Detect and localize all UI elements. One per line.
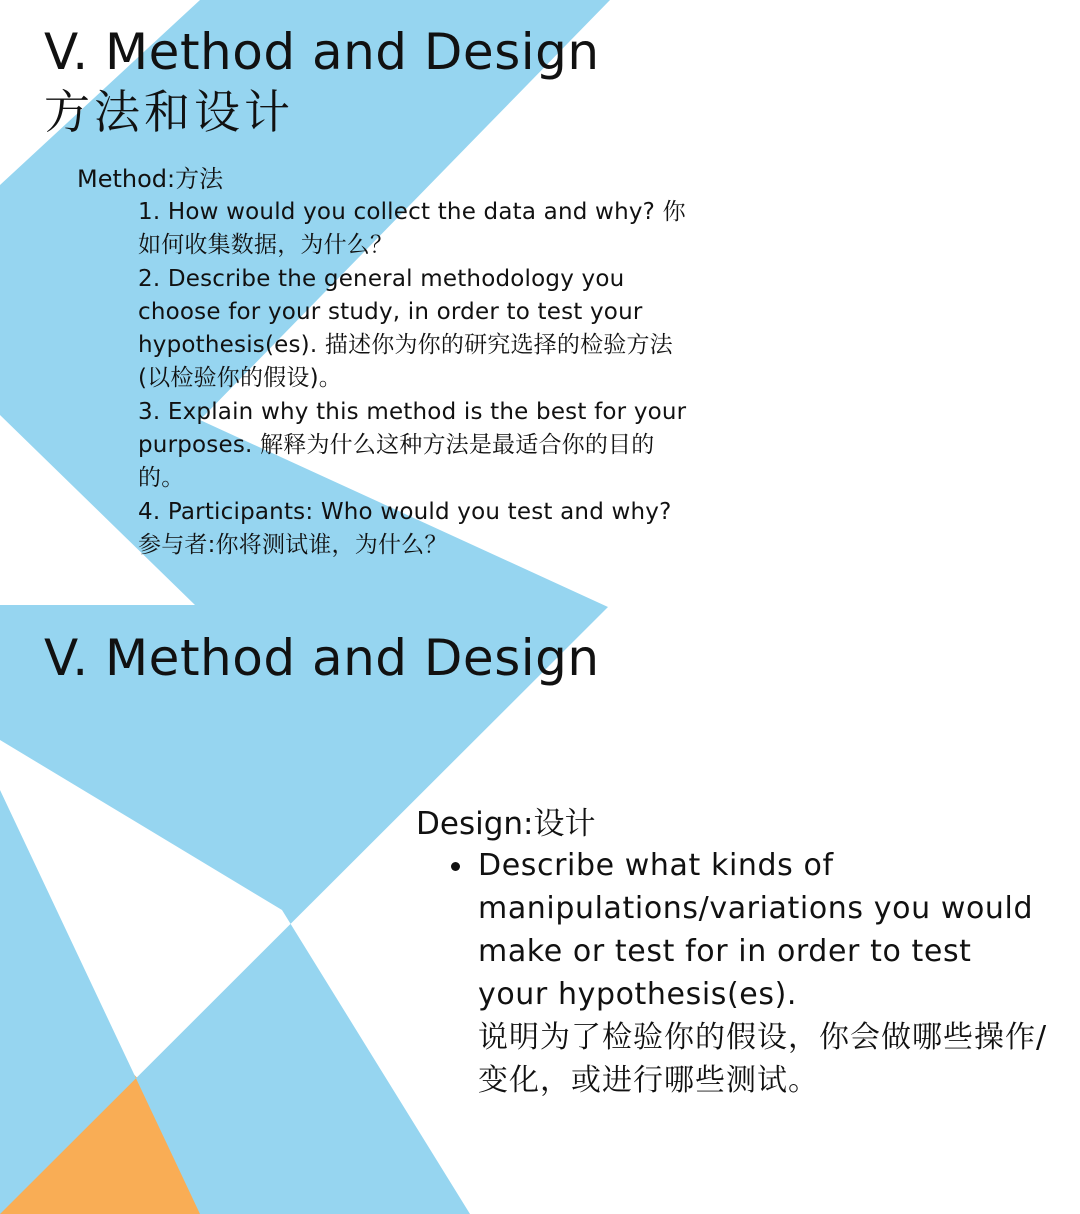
method-item-2: 2. Describe the general methodology you choose for your study, in order to test your hypothesis(es). 描述你为你的研究选择的检验方法(以检验你的假设)。 <box>138 265 673 392</box>
method-item-4: 4. Participants: Who would you test and why? 参与者:你将测试谁，为什么？ <box>138 498 672 558</box>
method-item-1: 1. How would you collect the data and why? 你如何收集数据，为什么？ <box>138 199 686 259</box>
design-item-cn: 说明为了检验你的假设，你会做哪些操作/变化，或进行哪些测试。 <box>478 1020 1048 1098</box>
design-item <box>478 844 1050 1102</box>
design-list <box>478 844 1050 1102</box>
slide2-title: V. Method and Design <box>44 629 600 687</box>
design-item-en: Describe what kinds of manipulations/variations you would make or test for in order to test your hypothesis(es). <box>478 848 1034 1012</box>
slide1-title: V. Method and Design <box>44 23 600 81</box>
bullet-dot-icon <box>451 862 460 871</box>
method-list <box>138 196 690 562</box>
slide1-subtitle-cn: 方法和设计 <box>44 85 294 139</box>
design-label: Design:设计 <box>416 806 596 842</box>
method-label: Method:方法 <box>77 165 224 193</box>
method-item-3: 3. Explain why this method is the best for your purposes. 解释为什么这种方法是最适合你的目的的。 <box>138 398 687 492</box>
